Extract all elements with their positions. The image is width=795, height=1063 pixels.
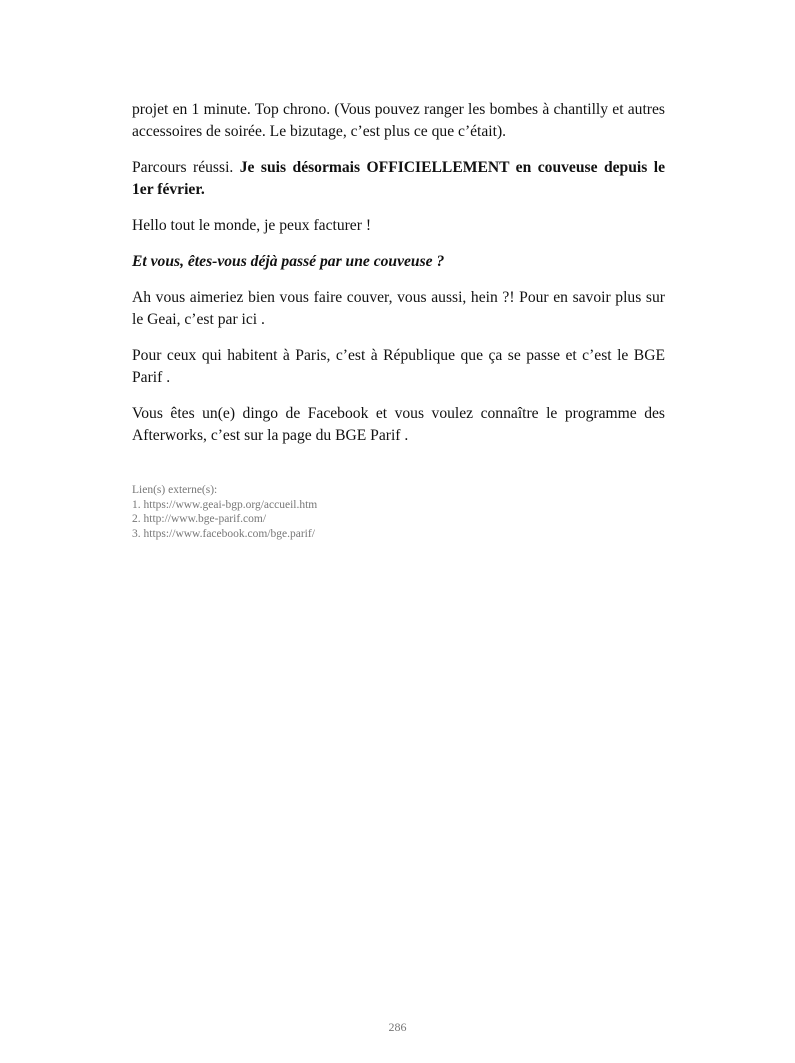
paragraph-parcours-bold: Je suis désormais OFFICIELLEMENT en couveuse depuis le 1er février. (132, 159, 665, 198)
page-number: 286 (388, 1020, 407, 1034)
paragraph-question: Et vous, êtes-vous déjà passé par une couveuse ? (132, 253, 445, 270)
external-link-1[interactable]: 1. https://www.geai-bgp.org/accueil.htm (132, 498, 318, 511)
paragraph-hello: Hello tout le monde, je peux facturer ! (132, 217, 372, 234)
external-link-3[interactable]: 3. https://www.facebook.com/bge.parif/ (132, 527, 315, 540)
paragraph-parcours (132, 157, 665, 201)
external-link-2[interactable]: 2. http://www.bge-parif.com/ (132, 513, 267, 525)
paragraph-facebook: Vous êtes un(e) dingo de Facebook et vous voulez connaître le programme des Afterworks, c’est sur la page du BGE Parif . (132, 405, 665, 444)
page-content (132, 99, 665, 461)
paragraph-geai: Ah vous aimeriez bien vous faire couver, vous aussi, hein ?! Pour en savoir plus sur le Geai, c’est par ici . (132, 289, 665, 328)
paragraph-parcours-plain: Parcours réussi. (132, 159, 240, 176)
paragraph-paris: Pour ceux qui habitent à Paris, c’est à République que ça se passe et c’est le BGE Parif . (132, 347, 665, 386)
external-links (132, 483, 317, 541)
external-links-heading: Lien(s) externe(s): (132, 484, 218, 496)
paragraph-bizutage: projet en 1 minute. Top chrono. (Vous pouvez ranger les bombes à chantilly et autres accessoires de soirée. Le bizutage, c’est plus ce que c’était). (132, 101, 665, 140)
